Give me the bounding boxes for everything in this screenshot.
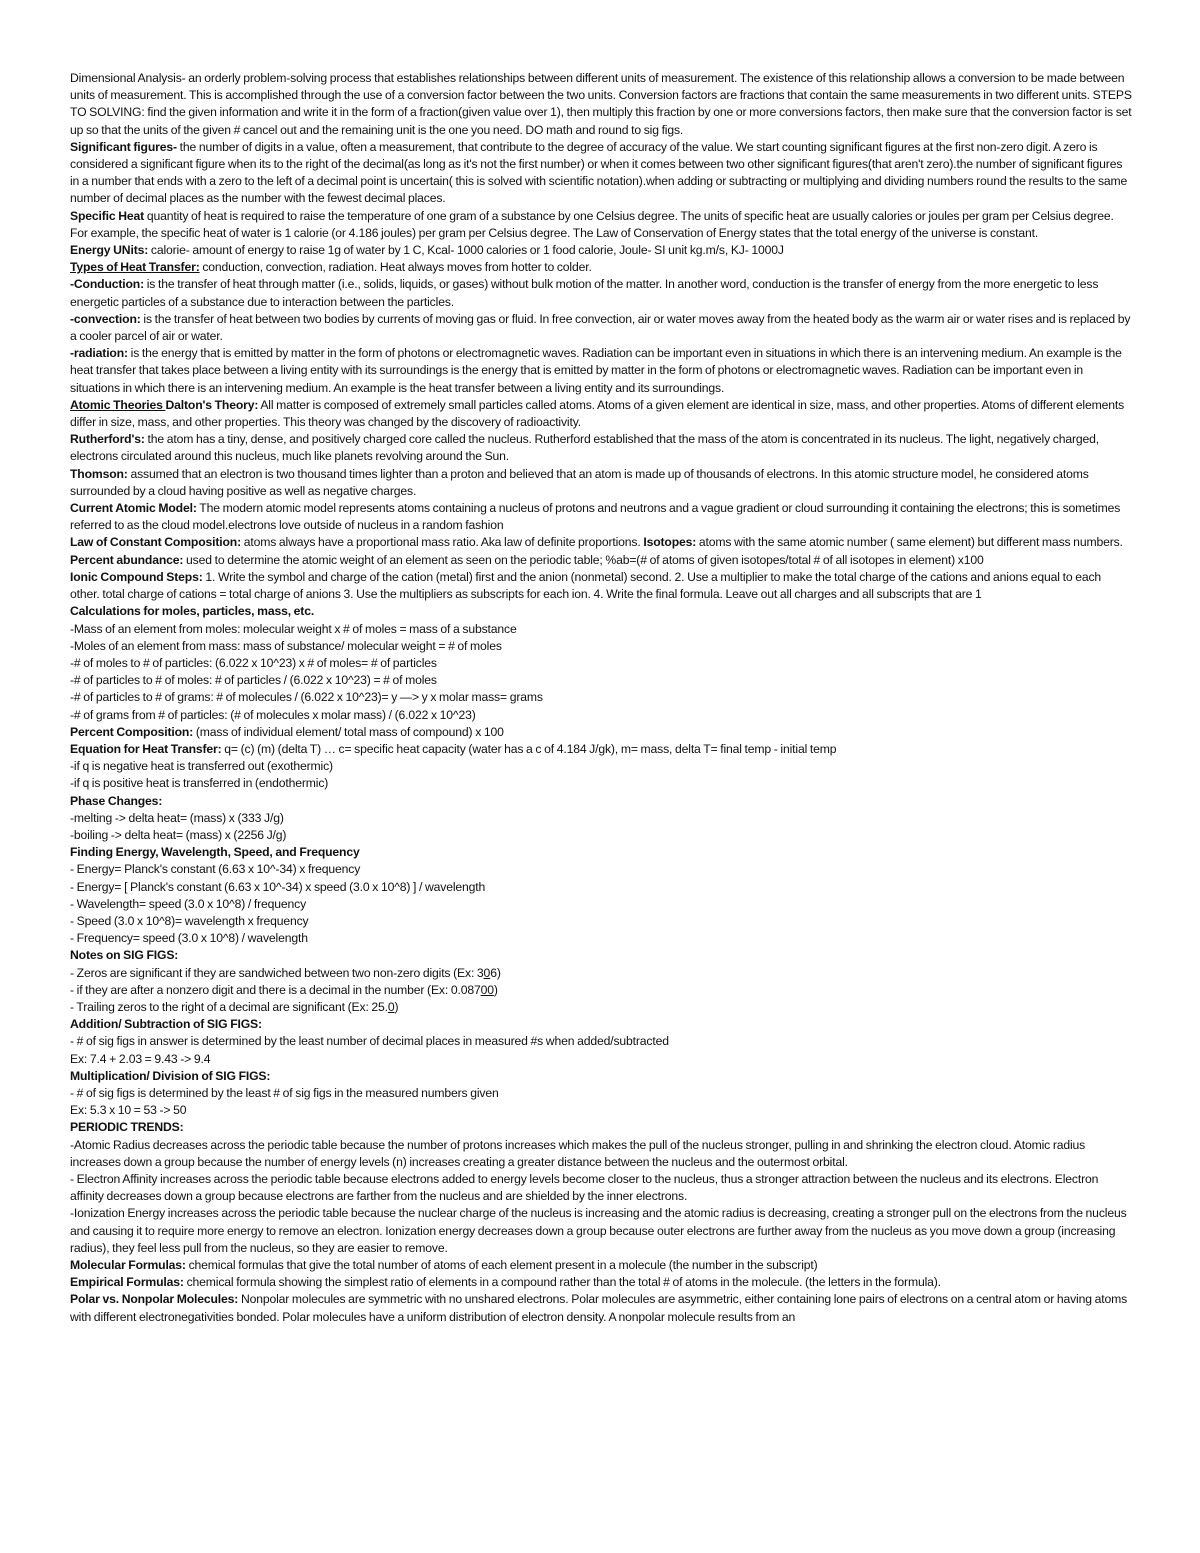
phase-changes-heading: Phase Changes:	[70, 793, 163, 808]
thomson-text: assumed that an electron is two thousand times lighter than a proton and believed that an atom is made up of thousands of electrons. In this atomic structure model, he considered atoms surrounded by a cloud having positive as well as negative charges.	[70, 466, 1089, 498]
energy-units-text: calorie- amount of energy to raise 1g of water by 1 C, Kcal- 1000 calories or 1 food calorie, Joule- SI unit kg.m/s, KJ- 1000J	[148, 243, 784, 258]
periodic-trend-paragraph: -Atomic Radius decreases across the periodic table because the number of protons increases which makes the pull of the nucleus stronger, pulling in and shrinking the electron cloud. Atomic radius increases down a group because the number of energy levels (n) increases creating a greater distance between the nucleus and the outermost orbital.	[70, 1137, 1086, 1169]
isotopes-text: atoms with the same atomic number ( same element) but different mass numbers.	[696, 535, 1123, 550]
empirical-formulas-heading: Empirical Formulas:	[70, 1275, 184, 1290]
radiation-heading: -radiation:	[70, 346, 128, 361]
add-sub-heading: Addition/ Subtraction of SIG FIGS:	[70, 1017, 262, 1032]
mult-div-heading: Multiplication/ Division of SIG FIGS:	[70, 1068, 271, 1083]
calculation-line: -# of particles to # of grams: # of molecules / (6.022 x 10^23)= y —> y x molar mass= grams	[70, 690, 543, 705]
heat-transfer-heading: Types of Heat Transfer:	[70, 260, 200, 275]
phase-line: -boiling -> delta heat= (mass) x (2256 J/g)	[70, 827, 287, 842]
sig-note-text: )	[493, 982, 498, 997]
molecular-formulas-paragraph	[70, 1257, 1132, 1274]
specific-heat-text: quantity of heat is required to raise the temperature of one gram of a substance by one Celsius degree. The units of specific heat are usually calories or joules per gram per Celsius degree. For example, the specific heat of water is 1 calorie (or 4.186 joules) per gram per Celsius degree. The Law of Conservation of Energy states that the total energy of the universe is constant.	[70, 208, 1114, 240]
sig-note-text: 6)	[490, 965, 501, 980]
specific-heat-heading: Specific Heat	[70, 208, 145, 223]
current-model-heading: Current Atomic Model:	[70, 501, 197, 516]
sig-note-line	[70, 999, 1132, 1016]
dalton-heading: Dalton's Theory:	[165, 397, 259, 412]
sig-notes-heading: Notes on SIG FIGS:	[70, 948, 179, 963]
specific-heat-paragraph	[70, 208, 1132, 242]
sig-note-text: )	[394, 999, 399, 1014]
molecular-formulas-heading: Molecular Formulas:	[70, 1258, 186, 1273]
constant-composition-paragraph	[70, 534, 1132, 551]
mult-div-line: - # of sig figs is determined by the least # of sig figs in the measured numbers given	[70, 1085, 499, 1100]
atomic-theories-heading: Atomic Theories	[70, 397, 166, 412]
calculation-line: -# of moles to # of particles: (6.022 x 10^23) x # of moles= # of particles	[70, 655, 437, 670]
ionic-compound-paragraph	[70, 569, 1132, 603]
heat-equation-line: -if q is negative heat is transferred out (exothermic)	[70, 759, 333, 774]
conduction-paragraph	[70, 276, 1132, 310]
sig-note-text: - Zeros are significant if they are sandwiched between two non-zero digits (Ex: 3	[70, 965, 484, 980]
current-model-paragraph	[70, 500, 1132, 534]
convection-text: is the transfer of heat between two bodies by currents of moving gas or fluid. In free convection, air or water moves away from the heated body as the warm air or water rises and is replaced by a cooler parcel of air or water.	[70, 311, 1131, 344]
convection-heading: -convection:	[70, 311, 141, 326]
document-page	[70, 70, 1132, 1326]
significant-figures-text: the number of digits in a value, often a measurement, that contribute to the degree of accuracy of the value. We start counting significant figures at the first non-zero digit. A zero is considered a significant figure when its to the right of the decimal(as long as it's not the first number) or when it comes between two other significant figures(that aren't zero).the number of significant figures in a number that ends with a zero to the left of a decimal point is uncertain( this is solved with scientific notation).when adding or subtracting or multiplying and dividing numbers round the results to the same number of decimal places as the number with the fewest decimal places.	[70, 139, 1128, 206]
energy-wave-line: - Frequency= speed (3.0 x 10^8) / wavelength	[70, 931, 308, 946]
heat-equation-heading: Equation for Heat Transfer:	[70, 741, 222, 756]
heat-transfer-text: conduction, convection, radiation. Heat always moves from hotter to colder.	[199, 260, 592, 275]
sig-note-line	[70, 982, 1132, 999]
sig-note-text: - if they are after a nonzero digit and there is a decimal in the number (Ex: 0.087	[70, 982, 481, 997]
dalton-text: All matter is composed of extremely small particles called atoms. Atoms of a given element are identical in size, mass, and other properties. Atoms of different elements differ in size, mass, and other properties. This theory was changed by the discovery of radioactivity.	[70, 397, 1125, 430]
polar-molecules-text: Nonpolar molecules are symmetric with no unshared electrons. Polar molecules are asymmetric, either containing lone pairs of electrons on a central atom or having atoms with different electronegativities bonded. Polar molecules have a uniform distribution of electron density. A nonpolar molecule results from an	[70, 1292, 1128, 1324]
polar-molecules-heading: Polar vs. Nonpolar Molecules:	[70, 1292, 239, 1307]
energy-wave-line: - Wavelength= speed (3.0 x 10^8) / frequency	[70, 896, 307, 911]
add-sub-line: - # of sig figs in answer is determined by the least number of decimal places in measured #s when added/subtracted	[70, 1034, 669, 1049]
rutherford-paragraph	[70, 431, 1132, 465]
sig-note-underlined-digit: 0	[387, 999, 395, 1014]
heat-equation-text: q= (c) (m) (delta T) … c= specific heat capacity (water has a c of 4.184 J/gk), m= mass, delta T= final temp - initial temp	[221, 741, 837, 756]
empirical-formulas-text: chemical formula showing the simplest ratio of elements in a compound rather than the total # of atoms in the molecule. (the letters in the formula).	[183, 1275, 941, 1290]
sig-note-text: - Trailing zeros to the right of a decimal are significant (Ex: 25.	[70, 999, 388, 1014]
heat-transfer-paragraph	[70, 259, 1132, 276]
convection-paragraph	[70, 311, 1132, 345]
calculation-line: -Moles of an element from mass: mass of substance/ molecular weight = # of moles	[70, 638, 502, 653]
heat-equation-line: -if q is positive heat is transferred in (endothermic)	[70, 776, 329, 791]
dimensional-analysis-text: Dimensional Analysis- an orderly problem-solving process that establishes relationships between different units of measurement. The existence of this relationship allows a conversion to be made between units of measurement. This is accomplished through the use of a conversion factor between the two units. Conversion factors are fractions that contain the same measurements in two different units. STEPS TO SOLVING: find the given information and write it in the form of a fraction(given value over 1), then multiply this fraction by one or more conversions factors, then make sure that the conversion factor is set up so that the units of the given # cancel out and the remaining unit is the one you need. DO math and round to sig figs.	[70, 71, 1132, 137]
sig-note-underlined-digit: 0	[483, 965, 491, 980]
energy-units-paragraph	[70, 242, 1132, 259]
rutherford-heading: Rutherford's:	[70, 432, 145, 447]
energy-wave-line: - Energy= [ Planck's constant (6.63 x 10^-34) x speed (3.0 x 10^8) ] / wavelength	[70, 879, 486, 894]
sig-note-line	[70, 965, 1132, 982]
sig-note-underlined-digit: 00	[480, 982, 494, 997]
significant-figures-paragraph	[70, 139, 1132, 208]
percent-composition-paragraph	[70, 724, 1132, 741]
percent-composition-heading: Percent Composition:	[70, 724, 194, 739]
calculations-heading: Calculations for moles, particles, mass, etc.	[70, 604, 315, 619]
energy-wave-line: - Energy= Planck's constant (6.63 x 10^-34) x frequency	[70, 862, 361, 877]
radiation-paragraph	[70, 345, 1132, 397]
percent-composition-text: (mass of individual element/ total mass of compound) x 100	[193, 724, 504, 739]
isotopes-heading: Isotopes:	[643, 535, 697, 550]
conduction-text: is the transfer of heat through matter (i.e., solids, liquids, or gases) without bulk motion of the matter. In another word, conduction is the transfer of energy from the more energetic to less energetic particles of a substance due to interaction between the particles.	[70, 277, 1099, 309]
calculation-line: -# of grams from # of particles: (# of molecules x molar mass) / (6.022 x 10^23)	[70, 707, 476, 722]
empirical-formulas-paragraph	[70, 1274, 1132, 1291]
polar-molecules-paragraph	[70, 1291, 1132, 1325]
calculation-line: -Mass of an element from moles: molecular weight x # of moles = mass of a substance	[70, 621, 517, 636]
energy-units-heading: Energy UNits:	[70, 243, 149, 258]
current-model-text: The modern atomic model represents atoms containing a nucleus of protons and neutrons and a vague gradient or cloud surrounding it containing the electrons; this is sometimes referred to as the cloud model.electrons love outside of nucleus in a random fashion	[70, 501, 1121, 533]
calculation-line: -# of particles to # of moles: # of particles / (6.022 x 10^23) = # of moles	[70, 673, 437, 688]
percent-abundance-heading: Percent abundance:	[70, 552, 184, 567]
periodic-trends-heading: PERIODIC TRENDS:	[70, 1120, 184, 1135]
significant-figures-heading: Significant figures-	[70, 139, 177, 154]
percent-abundance-text: used to determine the atomic weight of an element as seen on the periodic table; %ab=(# of atoms of given isotopes/total # of all isotopes in element) x100	[183, 552, 984, 567]
radiation-text: is the energy that is emitted by matter in the form of photons or electromagnetic waves. Radiation can be important even in situations in which there is an intervening medium. An example is the heat transfer that takes place between a living entity with its surroundings is the energy that is emitted by matter in the form of photons or electromagnetic waves. Radiation can be important even in situations in which there is an intervening medium. An example is the heat transfer between a living entity and its surroundings.	[70, 346, 1122, 395]
percent-abundance-paragraph	[70, 552, 1132, 569]
heat-equation-paragraph	[70, 741, 1132, 758]
constant-composition-text: atoms always have a proportional mass ratio. Aka law of definite proportions.	[241, 535, 644, 550]
phase-line: -melting -> delta heat= (mass) x (333 J/g)	[70, 810, 284, 825]
thomson-paragraph	[70, 466, 1132, 500]
energy-wave-line: - Speed (3.0 x 10^8)= wavelength x frequency	[70, 913, 309, 928]
add-sub-line: Ex: 7.4 + 2.03 = 9.43 -> 9.4	[70, 1051, 211, 1066]
conduction-heading: -Conduction:	[70, 277, 145, 292]
ionic-compound-heading: Ionic Compound Steps:	[70, 569, 203, 584]
thomson-heading: Thomson:	[70, 466, 128, 481]
periodic-trend-paragraph: -Ionization Energy increases across the periodic table because the nuclear charge of the nucleus is increasing and the atomic radius is decreasing, creating a stronger pull on the electrons from the nucleus and causing it to require more energy to remove an electron. Ionization energy decreases down a group because outer electrons are further away from the nucleus as you move down a group (increasing radius), they feel less pull from the nucleus, so they are easier to remove.	[70, 1206, 1127, 1255]
energy-wave-heading: Finding Energy, Wavelength, Speed, and Frequency	[70, 845, 360, 860]
rutherford-text: the atom has a tiny, dense, and positively charged core called the nucleus. Rutherford established that the mass of the atom is concentrated in its nucleus. The light, negatively charged, electrons circulated around this nucleus, much like planets revolving around the Sun.	[70, 432, 1100, 464]
constant-composition-heading: Law of Constant Composition:	[70, 535, 242, 550]
mult-div-line: Ex: 5.3 x 10 = 53 -> 50	[70, 1103, 187, 1118]
dimensional-analysis-paragraph	[70, 70, 1132, 139]
ionic-compound-text: 1. Write the symbol and charge of the cation (metal) first and the anion (nonmetal) second. 2. Use a multiplier to make the total charge of the cations and anions equal to each other. total charge of cations = total charge of anions 3. Use the multipliers as subscripts for each ion. 4. Write the final formula. Leave out all charges and all subscripts that are 1	[70, 569, 1102, 602]
periodic-trend-paragraph: - Electron Affinity increases across the periodic table because electrons added to energy levels become closer to the nucleus, thus a stronger attraction between the nucleus and its electrons. Electron affinity decreases down a group because electrons are farther from the nucleus and are shielded by the inner electrons.	[70, 1172, 1099, 1204]
molecular-formulas-text: chemical formulas that give the total number of atoms of each element present in a molecule (the number in the subscript)	[185, 1258, 818, 1273]
atomic-theories-paragraph	[70, 397, 1132, 431]
